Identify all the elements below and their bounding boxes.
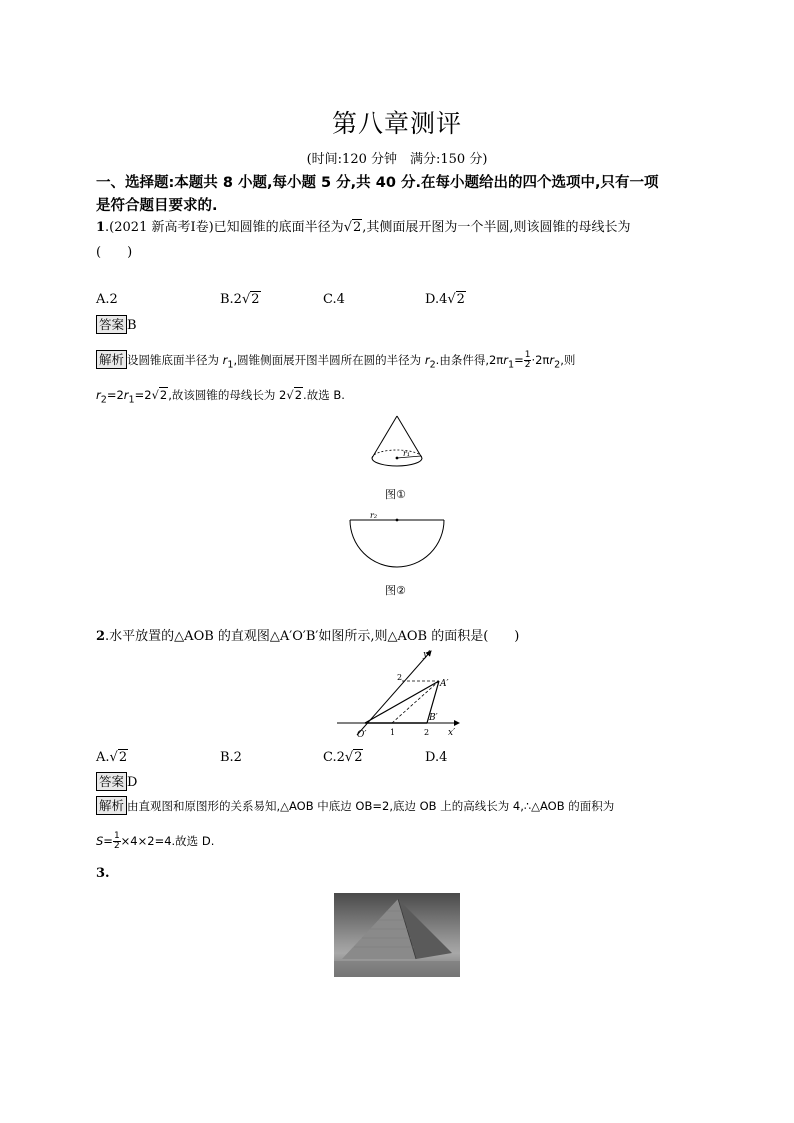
tick-y2-label: 2 [397, 673, 403, 682]
figure-2-caption: 图② [385, 584, 406, 597]
question-1-bracket: ( ) [96, 245, 133, 260]
q1-explanation-line2: $r_2=2r_1=2√2$,故该圆锥的母线长为 2√2.故选 B. [96, 388, 345, 406]
q1-answer [96, 315, 137, 334]
q2-explanation-line1: 解析 由直观图和原图形的关系易知,△AOB 中底边 OB=2,底边 OB 上的高线长为 4,∴△AOB 的面积为 [96, 796, 716, 815]
q2-answer-value: D [127, 775, 138, 790]
section-heading [96, 172, 706, 218]
q1-option-d[interactable]: D.4√2 [425, 292, 465, 307]
q1-option-c[interactable]: C.4 [323, 292, 345, 307]
q2-explanation-line2: S= $\frac{1}{2}$ ×4×2=4.故选 D. [96, 831, 215, 851]
exam-time-info: (时间:120 分钟 满分:150 分) [306, 152, 488, 167]
origin-label: O′ [357, 730, 367, 740]
figure-1-caption: 图① [385, 488, 406, 501]
explanation-tag: 解析 [96, 350, 127, 369]
pyramid-photo [334, 893, 460, 977]
question-1-stem: 1.(2021 新高考Ⅰ卷)已知圆锥的底面半径为√2,其侧面展开图为一个半圆,则该圆锥的母线长为 [96, 218, 716, 238]
semicircle-arc [350, 520, 444, 567]
q1-answer-value: B [127, 318, 137, 333]
answer-tag: 答案 [96, 772, 127, 791]
segment-OA [365, 681, 439, 723]
question-3-number: 3. [96, 866, 110, 881]
q2-option-b[interactable]: B.2 [220, 750, 242, 765]
q1-option-b[interactable]: B.2√2 [220, 292, 260, 307]
cone-left-edge [372, 416, 397, 458]
semicircle-radius-label: r₂ [370, 512, 378, 520]
q2-option-a[interactable]: A.√2 [96, 750, 128, 765]
oblique-projection-diagram [335, 645, 465, 740]
sqrt-2: √2 [343, 220, 362, 235]
q2-option-c[interactable]: C.2√2 [323, 750, 363, 765]
page-title: 第八章测评 [331, 109, 462, 138]
tick-2-label: 2 [424, 728, 430, 737]
answer-tag: 答案 [96, 315, 127, 334]
point-a-label: A′ [440, 679, 449, 689]
question-2-number: 2 [96, 629, 106, 644]
q1-option-a[interactable]: A.2 [96, 292, 118, 307]
semicircle-center-dot [396, 519, 399, 522]
question-2-stem: 2.水平放置的△AOB 的直观图△A′O′B′如图所示,则△AOB 的面积是( ) [96, 629, 520, 644]
q1-explanation-line1: 解析 设圆锥底面半径为 $r_1$,圆锥侧面展开图半圆所在圆的半径为 $r_2$.由条件得$,2\pi r_1=$ $\frac{1}{2}$ $\cdot 2\pi r_2$,则 [96, 350, 716, 370]
q2-option-d[interactable]: D.4 [425, 750, 448, 765]
section-heading-line1: 一、选择题:本题共 8 小题,每小题 5 分,共 40 分.在每小题给出的四个选项中,只有一项 [96, 175, 659, 191]
section-heading-line2: 是符合题目要求的. [96, 198, 218, 214]
y-axis-label: y′ [423, 650, 431, 660]
q2-answer [96, 772, 137, 791]
cone-radius-label: r₁ [403, 449, 411, 458]
question-1-number: 1 [96, 220, 106, 235]
explanation-tag: 解析 [96, 796, 127, 815]
x-axis-label: x′ [448, 728, 456, 738]
semicircle-figure [346, 512, 448, 568]
cone-figure [366, 412, 428, 474]
tick-1-label: 1 [390, 728, 396, 737]
point-b-label: B′ [429, 713, 438, 723]
